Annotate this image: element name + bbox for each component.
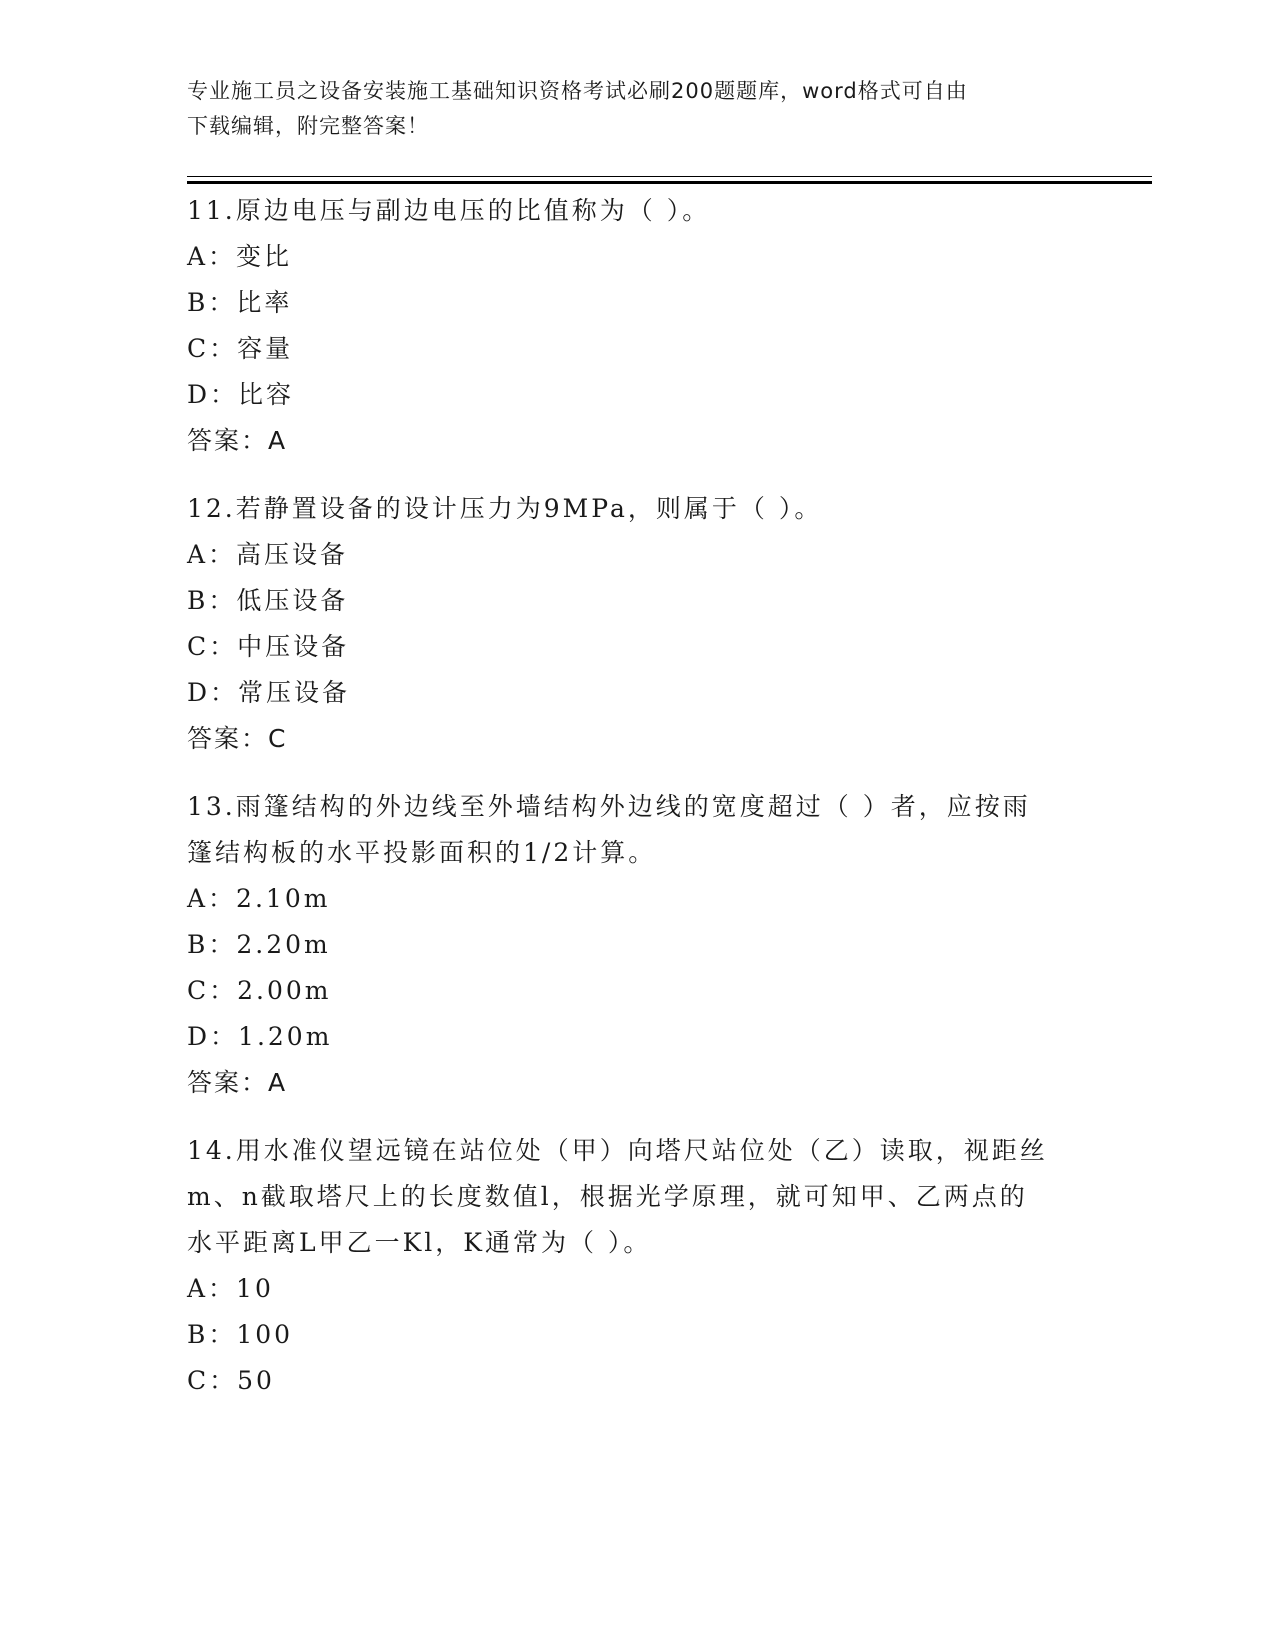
question-stem-line-2: m、n截取塔尺上的长度数值l，根据光学原理，就可知甲、乙两点的 <box>187 1182 1028 1211</box>
question-stem-line-1: 13.雨篷结构的外边线至外墙结构外边线的宽度超过（ ）者，应按雨 <box>187 792 1031 821</box>
option-b: B：2.20m <box>187 930 331 959</box>
answer-line: 答案：A <box>187 1068 288 1097</box>
option-b: B：比率 <box>187 288 293 317</box>
question-13 <box>187 784 1087 1106</box>
question-stem-line-3: 水平距离L甲乙一Kl，K通常为（ ）。 <box>187 1228 652 1257</box>
header-divider-thick <box>187 181 1152 184</box>
question-stem-line-1: 14.用水准仪望远镜在站位处（甲）向塔尺站位处（乙）读取，视距丝 <box>187 1136 1048 1165</box>
question-stem: 12.若静置设备的设计压力为9MPa，则属于（ ）。 <box>187 494 823 523</box>
question-12 <box>187 486 1087 762</box>
question-list <box>187 188 1087 1426</box>
option-b: B：低压设备 <box>187 586 349 615</box>
option-c: C：2.00m <box>187 976 332 1005</box>
option-c: C：容量 <box>187 334 294 363</box>
option-a: A：变比 <box>187 242 293 271</box>
option-a: A：高压设备 <box>187 540 349 569</box>
question-11 <box>187 188 1087 464</box>
option-a: A：10 <box>187 1274 274 1303</box>
option-d: D：1.20m <box>187 1022 333 1051</box>
header-divider-thin <box>187 176 1152 177</box>
question-stem: 11.原边电压与副边电压的比值称为（ ）。 <box>187 196 711 225</box>
option-d: D：比容 <box>187 380 295 409</box>
answer-line: 答案：C <box>187 724 288 753</box>
answer-line: 答案：A <box>187 426 288 455</box>
option-a: A：2.10m <box>187 884 331 913</box>
document-header <box>187 74 1087 144</box>
question-stem-line-2: 篷结构板的水平投影面积的1/2计算。 <box>187 838 657 867</box>
header-line-1: 专业施工员之设备安装施工基础知识资格考试必刷200题题库，word格式可自由 <box>187 79 968 103</box>
question-14 <box>187 1128 1087 1404</box>
option-c: C：50 <box>187 1366 275 1395</box>
option-b: B：100 <box>187 1320 294 1349</box>
header-line-2: 下载编辑，附完整答案！ <box>187 114 429 138</box>
option-d: D：常压设备 <box>187 678 351 707</box>
option-c: C：中压设备 <box>187 632 350 661</box>
